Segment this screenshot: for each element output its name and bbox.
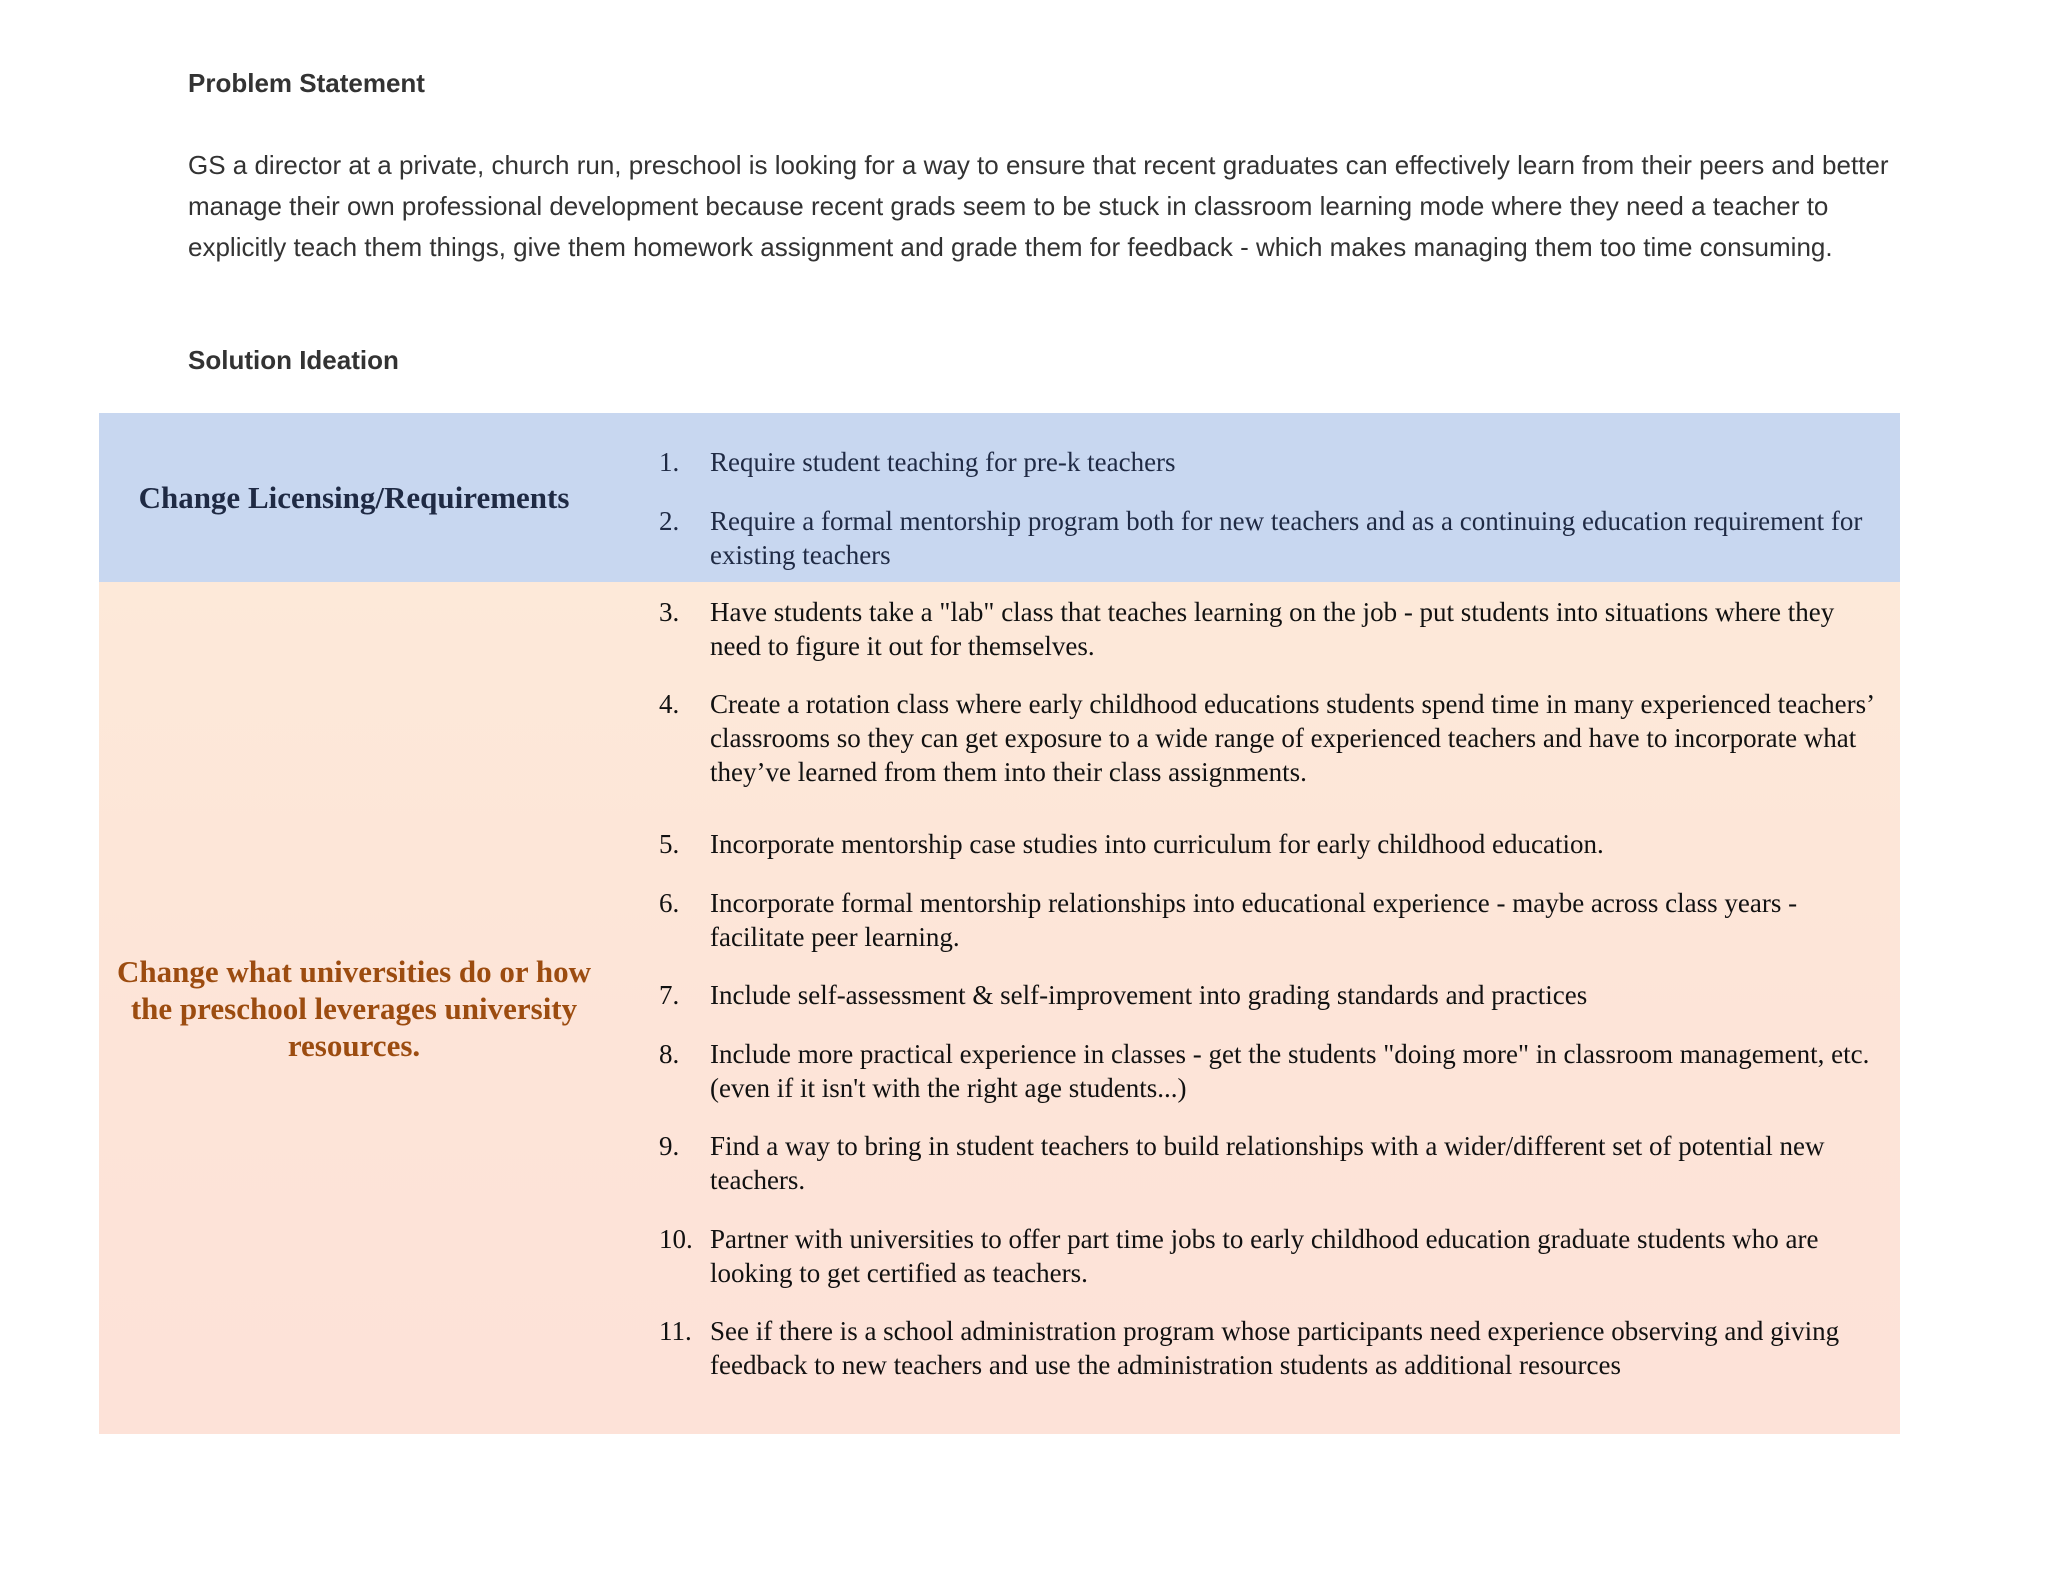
item-number: 10. — [659, 1224, 693, 1254]
item-text: Require a formal mentorship program both for new teachers and as a continuing education requirement for existing teachers — [710, 506, 1863, 570]
item-text: See if there is a school administration program whose participants need experience observing and giving feedback to new teachers and use the administration students as additional resources — [710, 1316, 1840, 1380]
list-item — [659, 1037, 1890, 1105]
list-item — [659, 886, 1890, 954]
list-item — [659, 1222, 1890, 1290]
list-item — [659, 504, 1890, 572]
item-text: Find a way to bring in student teachers to build relationships with a wider/different set of potential new teachers. — [710, 1131, 1825, 1195]
solution-ideation-table — [99, 413, 1900, 1434]
list-item — [659, 595, 1890, 663]
problem-statement-heading: Problem Statement — [188, 68, 425, 98]
item-text: Incorporate formal mentorship relationships into educational experience - maybe across class years - facilitate peer learning. — [710, 888, 1798, 952]
group-change-universities — [99, 582, 1900, 1434]
solution-ideation-heading: Solution Ideation — [188, 345, 399, 375]
group-label: Change Licensing/Requirements — [138, 480, 570, 515]
item-text: Require student teaching for pre-k teachers — [710, 447, 1176, 477]
list-item — [659, 978, 1890, 1012]
group-change-licensing — [99, 413, 1900, 582]
item-number: 9. — [659, 1131, 680, 1161]
list-item — [659, 827, 1890, 861]
list-item — [659, 445, 1890, 479]
item-number: 6. — [659, 888, 680, 918]
item-number: 7. — [659, 980, 680, 1010]
item-text: Incorporate mentorship case studies into curriculum for early childhood education. — [710, 829, 1604, 859]
item-text: Create a rotation class where early childhood educations students spend time in many experienced teachers’ classrooms so they can get exposure to a wide range of experienced teachers and have to incorporate what they’ve learned from them into their class assignments. — [710, 689, 1874, 787]
item-number: 2. — [659, 506, 680, 536]
list-item — [659, 1129, 1890, 1197]
problem-statement-text: GS a director at a private, church run, preschool is looking for a way to ensure that recent graduates can effectively learn from their peers and better manage their own professional development because recent grads seem to be stuck in classroom learning mode where they need a teacher to explicitly teach them things, give them homework assignment and grade them for feedback - which makes managing them too time consuming. — [188, 150, 1889, 262]
item-number: 1. — [659, 447, 680, 477]
item-text: Include self-assessment & self-improvement into grading standards and practices — [710, 980, 1588, 1010]
item-number: 4. — [659, 689, 680, 719]
group-label: Change what universities do or how the preschool leverages university resources. — [117, 953, 591, 1063]
item-number: 3. — [659, 597, 680, 627]
list-item — [659, 687, 1890, 789]
item-number: 8. — [659, 1039, 680, 1069]
item-text: Partner with universities to offer part time jobs to early childhood education graduate students who are looking to get certified as teachers. — [710, 1224, 1819, 1288]
item-text: Include more practical experience in classes - get the students "doing more" in classroom management, etc. (even if it isn't with the right age students...) — [710, 1039, 1870, 1103]
item-number: 11. — [659, 1316, 692, 1346]
item-text: Have students take a "lab" class that teaches learning on the job - put students into situations where they need to figure it out for themselves. — [710, 597, 1835, 661]
item-number: 5. — [659, 829, 680, 859]
list-item — [659, 1314, 1890, 1382]
